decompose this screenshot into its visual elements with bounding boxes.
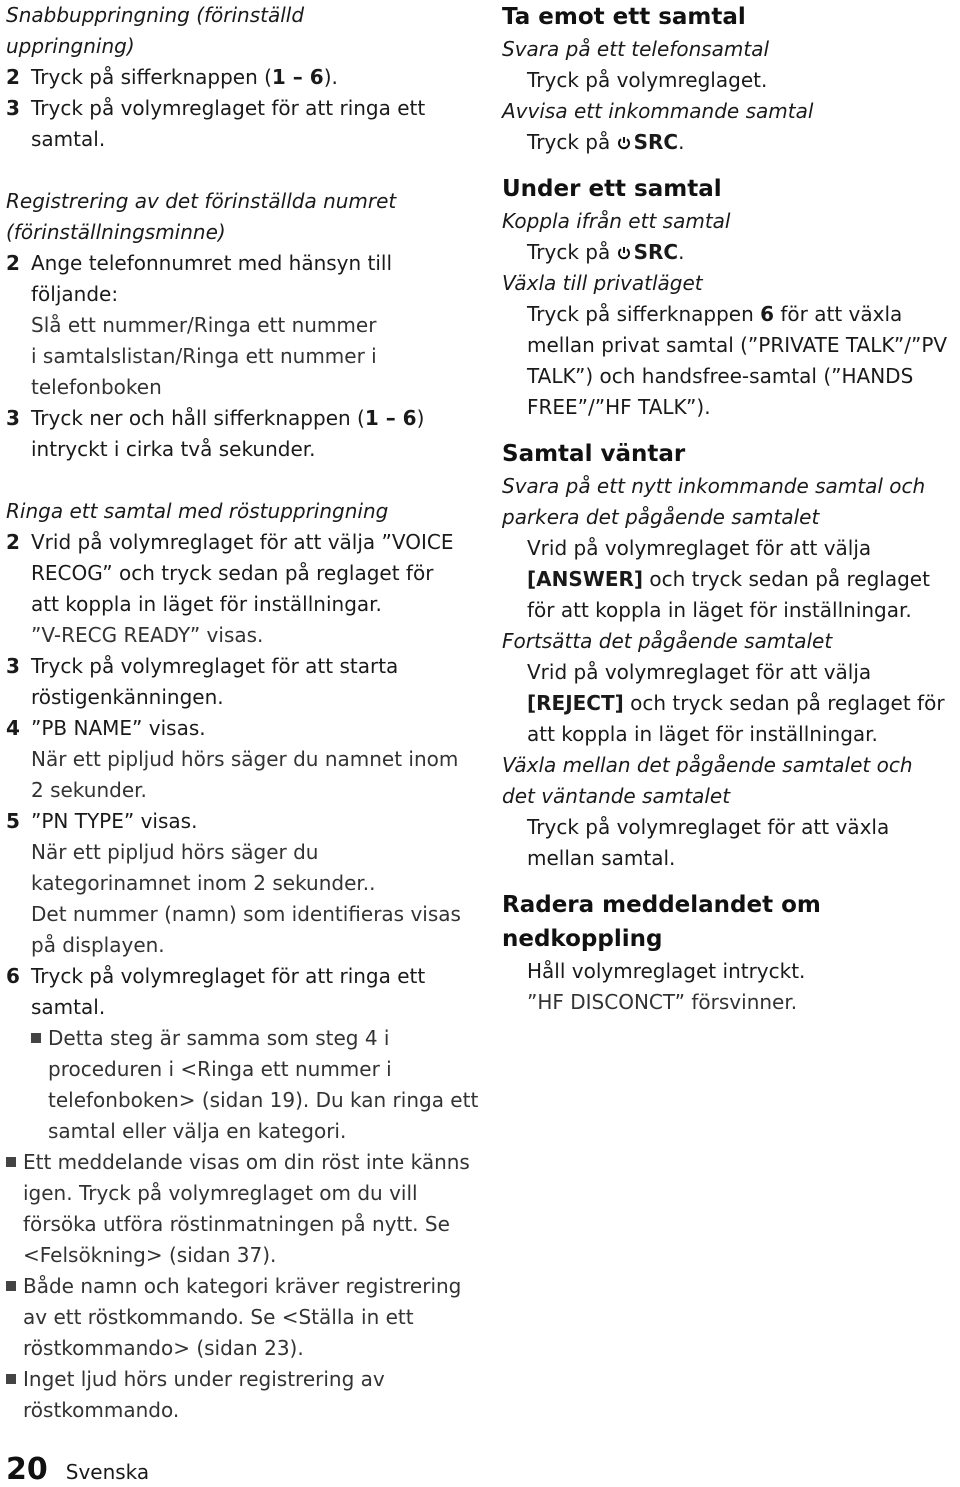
power-icon	[617, 136, 631, 150]
step-5	[6, 806, 474, 837]
speed-dial-heading: Snabbuppringning (förinställd	[6, 3, 305, 27]
subheading: det väntande samtalet	[502, 784, 731, 808]
step-text-cont: att koppla in läget för inställningar.	[31, 592, 382, 616]
left-column	[6, 0, 479, 1426]
bullet-square-icon	[31, 1033, 41, 1043]
step-text: ”PB NAME” visas.	[31, 716, 206, 740]
step-detail: kategorinamnet inom 2 sekunder..	[31, 871, 376, 895]
instruction-text: .	[678, 240, 685, 264]
instruction-cont: FREE”/”HF TALK”).	[527, 395, 711, 419]
section-heading-waiting: Samtal väntar	[502, 441, 686, 467]
language-label: Svenska	[65, 1460, 150, 1484]
instruction-cont: mellan samtal.	[527, 846, 676, 870]
note-text-cont: röstkommando> (sidan 23).	[23, 1336, 304, 1360]
bullet-square-icon	[6, 1157, 16, 1167]
instruction: Tryck på volymreglaget.	[527, 68, 768, 92]
speed-dial-heading: uppringning)	[6, 34, 135, 58]
step-number: 2	[6, 530, 20, 554]
src-key: SRC	[633, 130, 679, 154]
note-text: Ett meddelande visas om din röst inte känns	[23, 1150, 470, 1174]
bullet-square-icon	[6, 1374, 16, 1384]
subheading: parkera det pågående samtalet	[502, 505, 820, 529]
instruction-cont: att koppla in läget för inställningar.	[527, 722, 878, 746]
instruction-text: Tryck på	[527, 130, 611, 154]
step-text: Ange telefonnumret med hänsyn till	[31, 251, 393, 275]
step-text-cont: samtal.	[31, 127, 106, 151]
note-text-cont: <Felsökning> (sidan 37).	[23, 1243, 277, 1267]
instruction	[502, 237, 958, 268]
step-text: Tryck på sifferknappen (	[31, 65, 272, 89]
step-detail: ”V-RECG READY” visas.	[31, 623, 264, 647]
section-heading-clear: Radera meddelandet om	[502, 892, 821, 918]
answer-key: [ANSWER]	[527, 567, 644, 591]
note-text-cont: röstkommando.	[23, 1398, 180, 1422]
note-text-cont: av ett röstkommando. Se <Ställa in ett	[23, 1305, 414, 1329]
instruction-text: .	[678, 130, 685, 154]
step-3	[6, 651, 474, 682]
note-text-cont: igen. Tryck på volymreglaget om du vill	[23, 1181, 418, 1205]
step-detail: När ett pipljud hörs säger du	[31, 840, 319, 864]
step-text-cont: röstigenkänningen.	[31, 685, 224, 709]
step-text-cont: intryckt i cirka två sekunder.	[31, 437, 316, 461]
instruction-text: Tryck på sifferknappen	[527, 302, 761, 326]
right-column	[502, 0, 958, 1018]
step-number: 3	[6, 96, 20, 120]
note-text: Inget ljud hörs under registrering av	[23, 1367, 385, 1391]
instruction-text: Tryck på	[527, 240, 611, 264]
step-text: )	[416, 406, 425, 430]
subheading: Växla mellan det pågående samtalet och	[502, 753, 913, 777]
step-detail: på displayen.	[31, 933, 165, 957]
instruction: Tryck på volymreglaget för att växla	[527, 815, 890, 839]
section-heading-clear: nedkoppling	[502, 926, 663, 952]
step-number: 2	[6, 65, 20, 89]
subheading: Fortsätta det pågående samtalet	[502, 629, 833, 653]
note-text: Detta steg är samma som steg 4 i	[48, 1026, 390, 1050]
instruction-detail: ”HF DISCONCT” försvinner.	[527, 990, 798, 1014]
instruction-cont: TALK”) och handsfree-samtal (”HANDS	[527, 364, 914, 388]
preset-heading: Registrering av det förinställda numret	[6, 189, 397, 213]
step-number: 2	[6, 251, 20, 275]
subheading: Svara på ett nytt inkommande samtal och	[502, 474, 926, 498]
step-detail: Slå ett nummer/Ringa ett nummer	[31, 313, 377, 337]
step-detail: 2 sekunder.	[31, 778, 147, 802]
step-detail: När ett pipljud hörs säger du namnet inom	[31, 747, 459, 771]
step-text: Tryck på volymreglaget för att ringa ett	[31, 964, 426, 988]
src-key: SRC	[633, 240, 679, 264]
step-text-cont: samtal.	[31, 995, 106, 1019]
instruction-text: för att växla	[774, 302, 903, 326]
page-number: 20	[6, 1452, 48, 1487]
step-note	[6, 1023, 474, 1054]
key-6: 6	[760, 302, 775, 326]
step-2	[6, 527, 474, 558]
step-detail: i samtalslistan/Ringa ett nummer i	[31, 344, 377, 368]
step-6	[6, 961, 474, 992]
instruction-cont: mellan privat samtal (”PRIVATE TALK”/”PV	[527, 333, 948, 357]
step-text: ).	[323, 65, 338, 89]
bullet-square-icon	[6, 1281, 16, 1291]
step-3	[6, 93, 474, 124]
power-icon	[617, 246, 631, 260]
step-text-cont: följande:	[31, 282, 119, 306]
note	[6, 1147, 474, 1178]
instruction-text: och tryck sedan på reglaget för	[623, 691, 945, 715]
subheading: Svara på ett telefonsamtal	[502, 37, 770, 61]
subheading: Avvisa ett inkommande samtal	[502, 99, 814, 123]
step-4	[6, 713, 474, 744]
instruction: Vrid på volymreglaget för att välja	[527, 660, 872, 684]
page-footer	[6, 1452, 149, 1487]
step-text-cont: RECOG” och tryck sedan på reglaget för	[31, 561, 434, 585]
step-number: 3	[6, 406, 20, 430]
instruction-cont	[502, 688, 958, 719]
step-number: 5	[6, 809, 20, 833]
step-text: Tryck på volymreglaget för att starta	[31, 654, 399, 678]
step-number: 3	[6, 654, 20, 678]
instruction: Vrid på volymreglaget för att välja	[527, 536, 872, 560]
step-detail: telefonboken	[31, 375, 162, 399]
step-number: 4	[6, 716, 20, 740]
note-text: Både namn och kategori kräver registrering	[23, 1274, 462, 1298]
section-heading-receive: Ta emot ett samtal	[502, 4, 746, 30]
note-text-cont: proceduren i <Ringa ett nummer i	[48, 1057, 392, 1081]
step-text: Tryck ner och håll sifferknappen (	[31, 406, 365, 430]
step-2	[6, 248, 474, 279]
instruction-text: och tryck sedan på reglaget	[643, 567, 930, 591]
key-range: 1 – 6	[364, 406, 417, 430]
note	[6, 1364, 474, 1395]
key-range: 1 – 6	[271, 65, 324, 89]
step-text: Tryck på volymreglaget för att ringa ett	[31, 96, 426, 120]
note	[6, 1271, 474, 1302]
step-2	[6, 62, 474, 93]
step-detail: Det nummer (namn) som identifieras visas	[31, 902, 461, 926]
step-3	[6, 403, 474, 434]
instruction	[502, 299, 958, 330]
voice-heading: Ringa ett samtal med röstuppringning	[6, 499, 389, 523]
instruction-cont: för att koppla in läget för inställningar.	[527, 598, 912, 622]
step-text: Vrid på volymreglaget för att välja ”VOICE	[31, 530, 454, 554]
note-text-cont: telefonboken> (sidan 19). Du kan ringa ett	[48, 1088, 479, 1112]
section-heading-during: Under ett samtal	[502, 176, 722, 202]
instruction: Håll volymreglaget intryckt.	[527, 959, 806, 983]
step-number: 6	[6, 964, 20, 988]
note-text-cont: samtal eller välja en kategori.	[48, 1119, 347, 1143]
subheading: Koppla ifrån ett samtal	[502, 209, 731, 233]
instruction	[502, 127, 958, 158]
preset-heading: (förinställningsminne)	[6, 220, 226, 244]
subheading: Växla till privatläget	[502, 271, 703, 295]
reject-key: [REJECT]	[527, 691, 624, 715]
note-text-cont: försöka utföra röstinmatningen på nytt. Se	[23, 1212, 450, 1236]
instruction-cont	[502, 564, 958, 595]
step-text: ”PN TYPE” visas.	[31, 809, 198, 833]
